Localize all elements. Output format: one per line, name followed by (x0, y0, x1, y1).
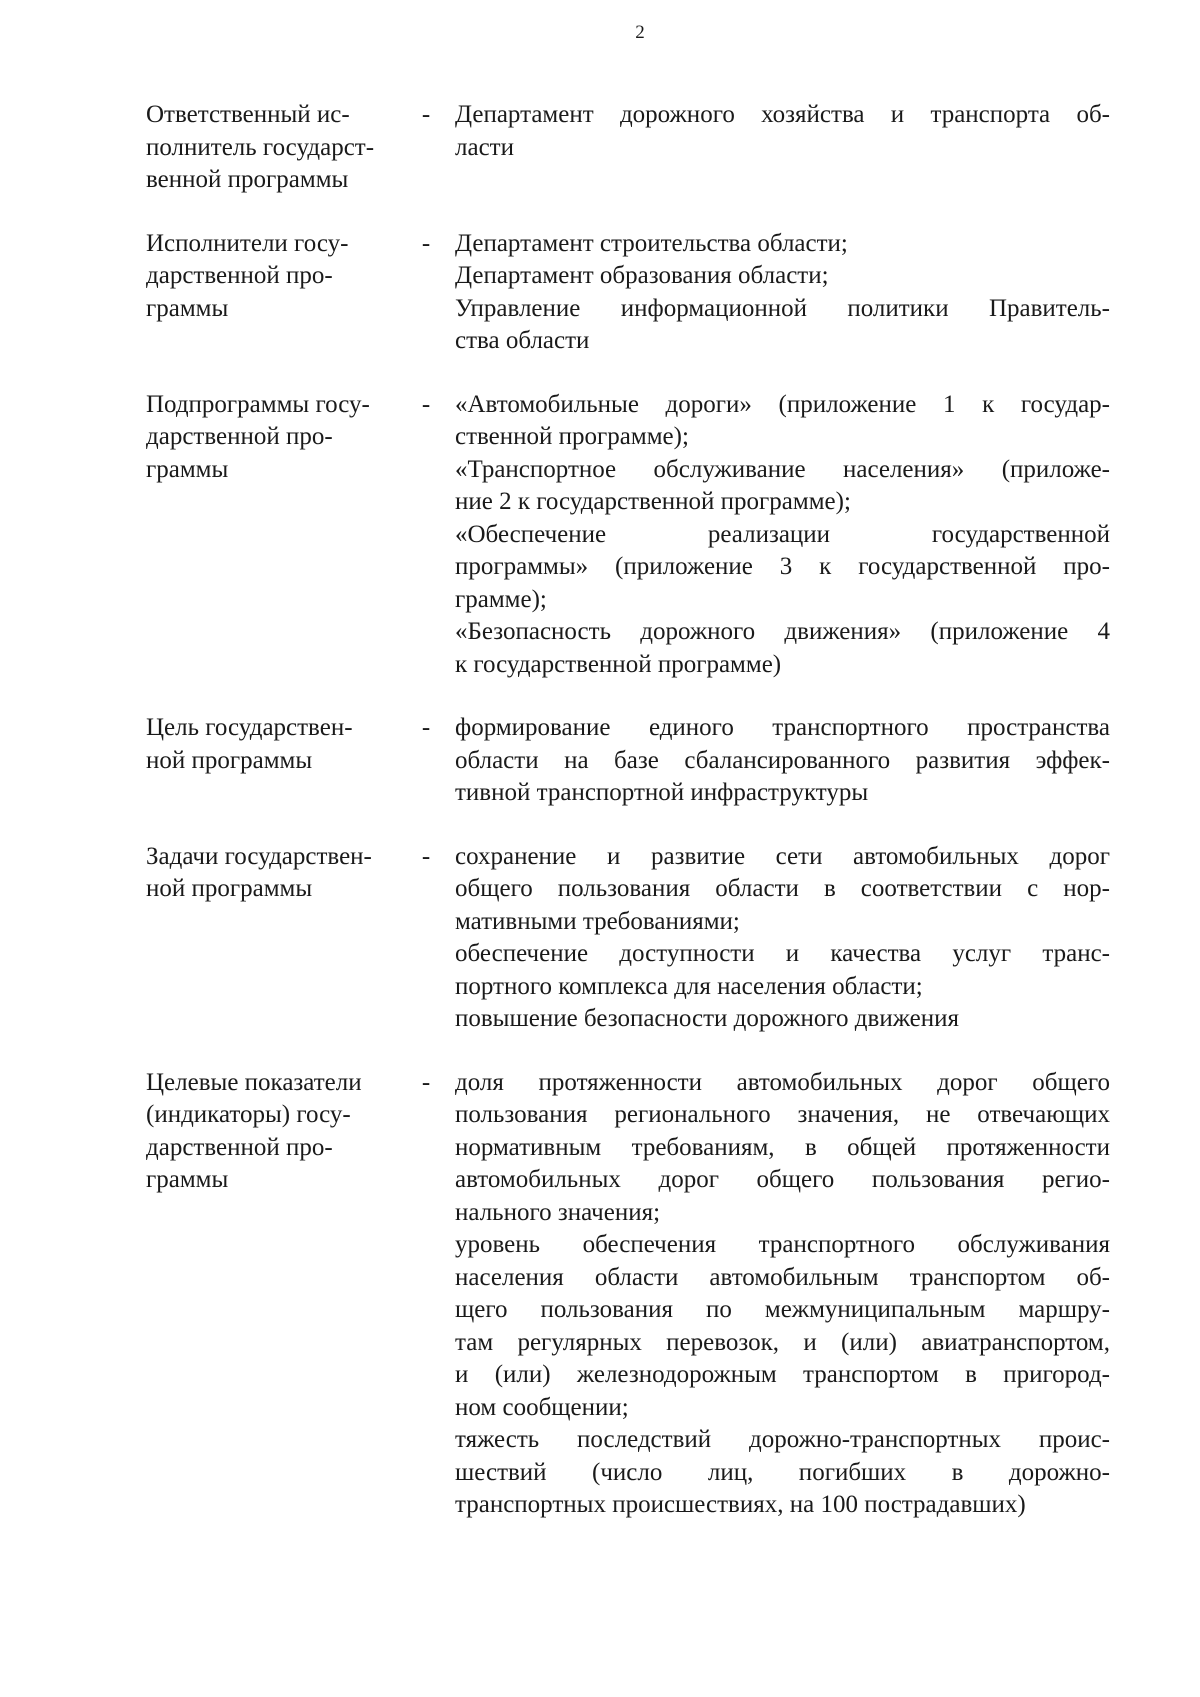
label-line: Целевые показатели (146, 1068, 362, 1096)
content-line: Управление информационной политики Правитель- (455, 294, 1110, 322)
section-dash: - (421, 714, 431, 741)
section-label (146, 228, 408, 358)
label-line: Цель государствен- (146, 714, 353, 741)
content-line: к государственной программе) (455, 650, 782, 678)
label-line: Ответственный ис- (146, 101, 350, 128)
content-line: области на базе сбалансированного развития эффек- (455, 746, 1110, 774)
content-line: транспортных происшествиях, на 100 пострадавших) (455, 1491, 1026, 1518)
content-line: уровень обеспечения транспортного обслуживания (455, 1231, 1110, 1258)
content-line: ства области (455, 327, 590, 354)
section-content (455, 1067, 1110, 1522)
label-line: Исполнители госу- (146, 229, 349, 257)
content-line: тяжесть последствий дорожно-транспортных проис- (455, 1426, 1110, 1453)
content-line: ласти (455, 133, 514, 161)
label-line: дарственной про- (146, 423, 333, 450)
content-line: автомобильных дорог общего пользования регио- (455, 1166, 1110, 1193)
section-program-tasks (146, 841, 1131, 1036)
content-line: общего пользования области в соответствии с нор- (455, 875, 1110, 902)
content-line: шествий (число лиц, погибших в дорожно- (455, 1458, 1110, 1486)
section-label (146, 712, 408, 810)
program-passport (146, 99, 1131, 1522)
section-dash: - (421, 101, 431, 128)
content-line: мативными требованиями; (455, 907, 740, 935)
section-label (146, 841, 408, 1036)
section-responsible-executor (146, 99, 1131, 197)
content-line: «Безопасность дорожного движения» (приложение 4 (455, 618, 1110, 645)
content-line: сохранение и развитие сети автомобильных дорог (455, 842, 1110, 870)
section-dash: - (421, 390, 431, 418)
content-line: грамме); (455, 585, 547, 613)
content-line: Департамент строительства области; (455, 229, 848, 257)
label-line: ной программы (146, 875, 313, 902)
page-number: 2 (635, 22, 645, 43)
content-line: повышение безопасности дорожного движения (455, 1005, 960, 1032)
content-line: «Автомобильные дороги» (приложение 1 к государ- (455, 390, 1110, 418)
content-line: тивной транспортной инфраструктуры (455, 779, 869, 806)
content-line: пользования регионального значения, не отвечающих (455, 1101, 1110, 1128)
content-line: программы» (приложение 3 к государственной про- (455, 553, 1110, 580)
label-line: граммы (146, 294, 229, 322)
label-line: дарственной про- (146, 1133, 333, 1161)
label-line: дарственной про- (146, 262, 333, 289)
content-line: и (или) железнодорожным транспортом в пригород- (455, 1361, 1110, 1388)
section-program-goal (146, 712, 1131, 810)
content-line: портного комплекса для населения области; (455, 972, 923, 1000)
label-line: венной программы (146, 166, 349, 193)
section-executors (146, 228, 1131, 358)
section-label (146, 389, 408, 682)
content-line: Департамент дорожного хозяйства и транспорта об- (455, 101, 1110, 128)
section-label (146, 99, 408, 197)
label-line: ной программы (146, 746, 313, 774)
content-line: нормативным требованиям, в общей протяженности (455, 1133, 1110, 1161)
section-content (455, 99, 1110, 197)
label-line: граммы (146, 455, 229, 483)
section-dash: - (421, 229, 431, 257)
content-line: нального значения; (455, 1198, 661, 1226)
content-line: там регулярных перевозок, и (или) авиатранспортом, (455, 1328, 1110, 1356)
content-line: Департамент образования области; (455, 262, 829, 289)
section-content (455, 389, 1110, 682)
section-content (455, 712, 1110, 810)
label-line: полнитель государст- (146, 133, 375, 161)
section-target-indicators (146, 1067, 1131, 1522)
label-line: (индикаторы) госу- (146, 1101, 351, 1128)
content-line: ном сообщении; (455, 1393, 629, 1421)
content-line: «Транспортное обслуживание населения» (приложе- (455, 455, 1110, 483)
label-line: Подпрограммы госу- (146, 390, 370, 418)
content-line: доля протяженности автомобильных дорог общего (455, 1068, 1110, 1096)
section-content (455, 841, 1110, 1036)
content-line: щего пользования по межмуниципальным маршру- (455, 1296, 1110, 1323)
content-line: ние 2 к государственной программе); (455, 488, 851, 515)
content-line: обеспечение доступности и качества услуг транс- (455, 940, 1110, 967)
section-content (455, 228, 1110, 358)
content-line: формирование единого транспортного пространства (455, 714, 1110, 741)
content-line: «Обеспечение реализации государственной (455, 520, 1110, 548)
section-dash: - (421, 1068, 431, 1096)
section-dash: - (421, 842, 431, 870)
content-line: населения области автомобильным транспортом об- (455, 1263, 1110, 1291)
label-line: Задачи государствен- (146, 842, 372, 870)
content-line: ственной программе); (455, 423, 689, 450)
label-line: граммы (146, 1166, 229, 1193)
section-subprograms (146, 389, 1131, 682)
section-label (146, 1067, 408, 1522)
